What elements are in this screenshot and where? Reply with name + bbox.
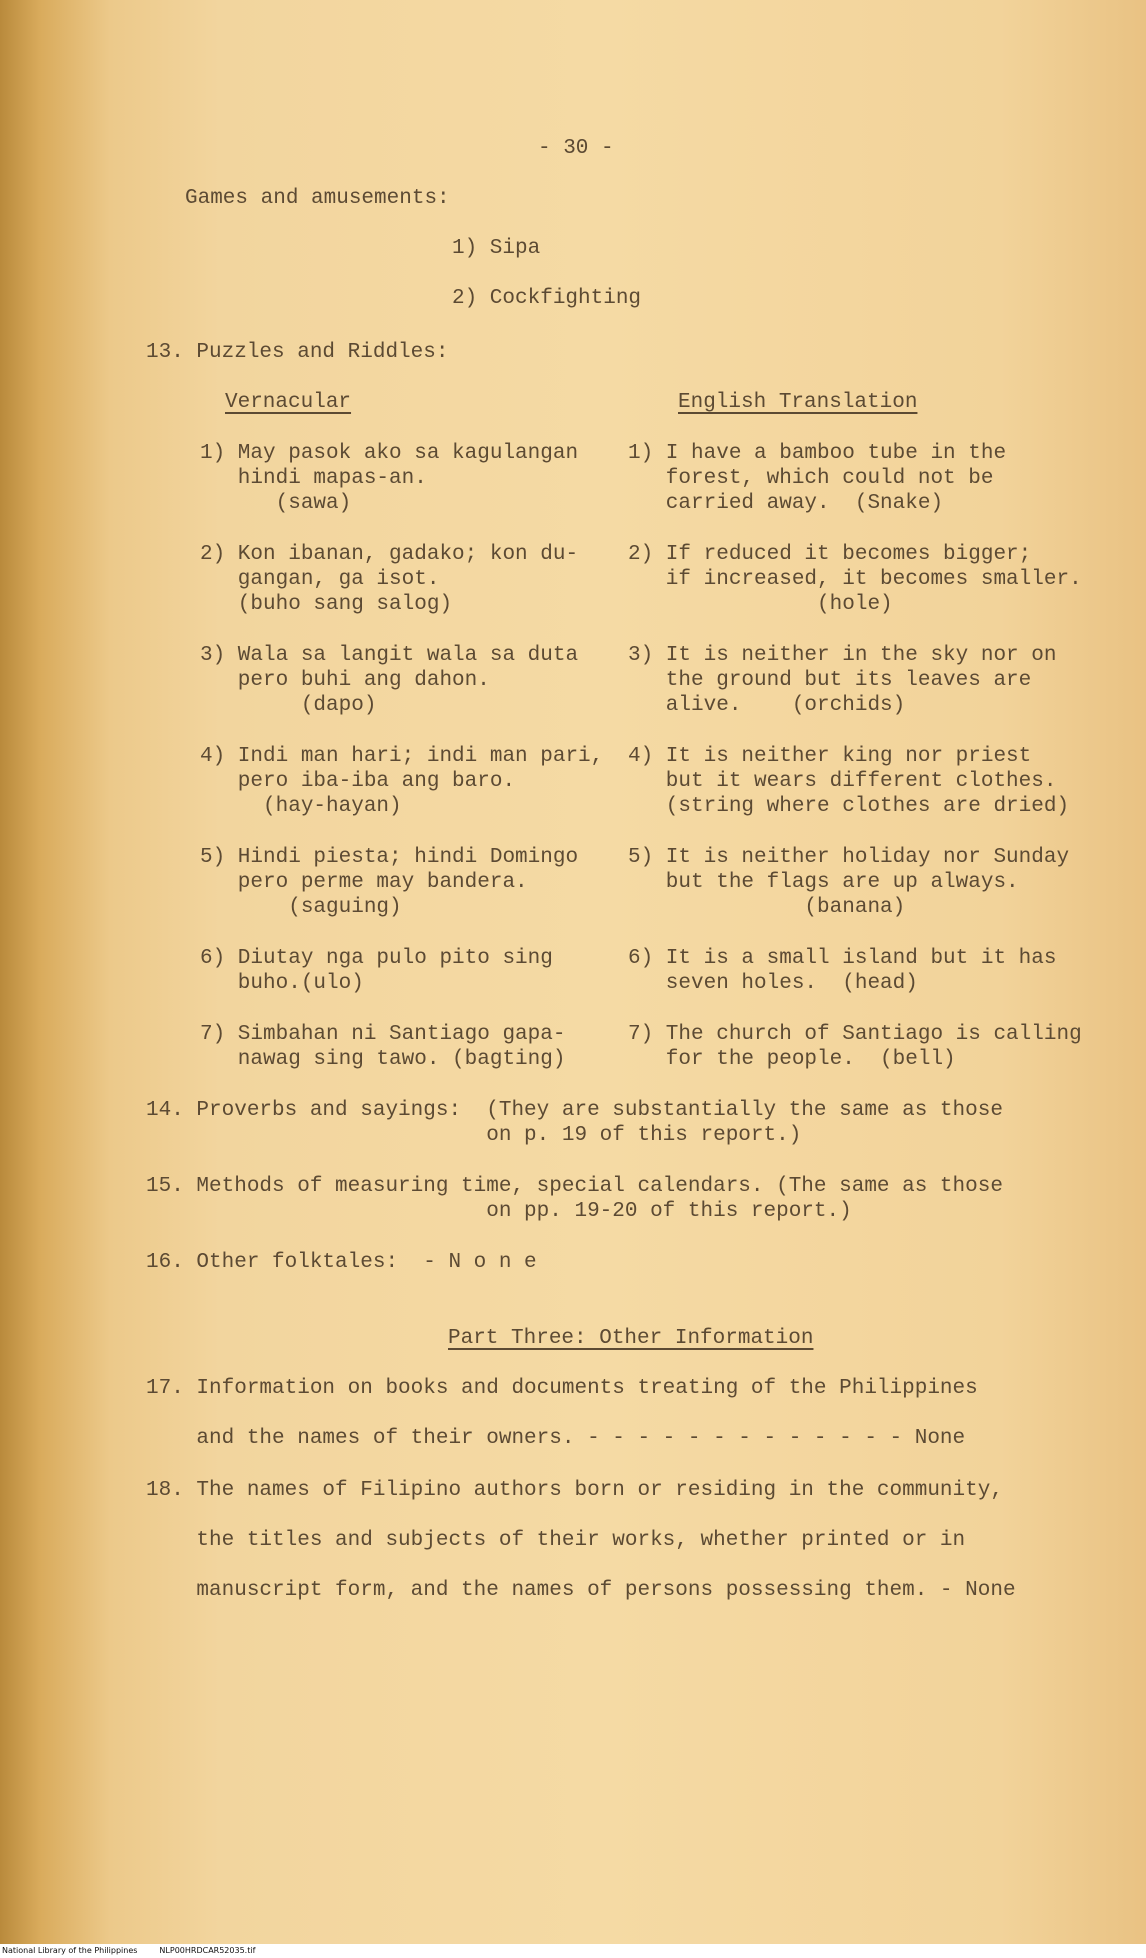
riddle-english-line: forest, which could not be	[628, 467, 994, 490]
item17-line: and the names of their owners. - - - - - - - - - - - - - None	[146, 1427, 966, 1450]
riddle-english-line: if increased, it becomes smaller.	[628, 568, 1082, 591]
item18-line: manuscript form, and the names of persons possessing them. - None	[146, 1579, 1016, 1602]
riddle-vernacular-line: pero iba-iba ang baro.	[200, 770, 516, 793]
riddle-english-line: carried away. (Snake)	[628, 492, 944, 515]
footer-filename: NLP00HRDCAR52035.tif	[159, 1946, 256, 1955]
riddle-english-line: 4) It is neither king nor priest	[628, 745, 1032, 768]
riddle-vernacular-line: buho.(ulo)	[200, 972, 364, 995]
riddle-english-line: the ground but its leaves are	[628, 669, 1032, 692]
footer-library: National Library of the Philippines	[2, 1946, 138, 1955]
riddle-vernacular-line: 7) Simbahan ni Santiago gapa-	[200, 1023, 566, 1046]
riddle-vernacular-line: 3) Wala sa langit wala sa duta	[200, 644, 579, 667]
riddle-english-line: but it wears different clothes.	[628, 770, 1057, 793]
riddle-vernacular-line: 5) Hindi piesta; hindi Domingo	[200, 846, 579, 869]
riddle-english-line: for the people. (bell)	[628, 1048, 956, 1071]
riddle-vernacular-line: gangan, ga isot.	[200, 568, 440, 591]
riddle-english-line: 7) The church of Santiago is calling	[628, 1023, 1082, 1046]
folktales-line: 16. Other folktales: - N o n e	[146, 1251, 537, 1274]
proverbs-line: 14. Proverbs and sayings: (They are substantially the same as those	[146, 1099, 1003, 1122]
riddle-vernacular-line: 4) Indi man hari; indi man pari,	[200, 745, 604, 768]
riddle-vernacular-line: hindi mapas-an.	[200, 467, 427, 490]
riddle-vernacular-line: 6) Diutay nga pulo pito sing	[200, 947, 553, 970]
riddle-vernacular-line: (sawa)	[200, 492, 352, 515]
riddle-english-line: 6) It is a small island but it has	[628, 947, 1057, 970]
item17-line: 17. Information on books and documents treating of the Philippines	[146, 1377, 978, 1400]
riddle-vernacular-line: (hay-hayan)	[200, 795, 402, 818]
riddle-english-line: (hole)	[628, 593, 893, 616]
methods-line: 15. Methods of measuring time, special calendars. (The same as those	[146, 1175, 1003, 1198]
methods-line: on pp. 19-20 of this report.)	[146, 1200, 852, 1223]
games-heading: Games and amusements:	[185, 187, 450, 210]
riddle-vernacular-line: (dapo)	[200, 694, 377, 717]
part-three-title: Part Three: Other Information	[448, 1327, 814, 1350]
riddle-english-line: alive. (orchids)	[628, 694, 906, 717]
riddle-vernacular-line: (saguing)	[200, 896, 402, 919]
english-column-header: English Translation	[678, 391, 918, 414]
riddle-english-line: 2) If reduced it becomes bigger;	[628, 543, 1032, 566]
item18-line: the titles and subjects of their works, whether printed or in	[146, 1529, 966, 1552]
riddle-english-line: 3) It is neither in the sky nor on	[628, 644, 1057, 667]
puzzles-heading: 13. Puzzles and Riddles:	[146, 341, 449, 364]
riddle-english-line: 5) It is neither holiday nor Sunday	[628, 846, 1070, 869]
scan-footer	[0, 1944, 1146, 1958]
riddle-english-line: seven holes. (head)	[628, 972, 918, 995]
games-item: 2) Cockfighting	[452, 287, 642, 310]
games-item: 1) Sipa	[452, 237, 541, 260]
riddle-vernacular-line: pero buhi ang dahon.	[200, 669, 490, 692]
vernacular-column-header: Vernacular	[225, 391, 352, 414]
riddle-vernacular-line: (buho sang salog)	[200, 593, 453, 616]
proverbs-line: on p. 19 of this report.)	[146, 1124, 802, 1147]
page-number: - 30 -	[538, 137, 614, 160]
riddle-vernacular-line: 2) Kon ibanan, gadako; kon du-	[200, 543, 579, 566]
riddle-vernacular-line: 1) May pasok ako sa kagulangan	[200, 442, 579, 465]
riddle-vernacular-line: nawag sing tawo. (bagting)	[200, 1048, 566, 1071]
riddle-english-line: (string where clothes are dried)	[628, 795, 1070, 818]
riddle-english-line: but the flags are up always.	[628, 871, 1019, 894]
item18-line: 18. The names of Filipino authors born or residing in the community,	[146, 1479, 1003, 1502]
riddle-vernacular-line: pero perme may bandera.	[200, 871, 528, 894]
riddle-english-line: 1) I have a bamboo tube in the	[628, 442, 1007, 465]
riddle-english-line: (banana)	[628, 896, 906, 919]
